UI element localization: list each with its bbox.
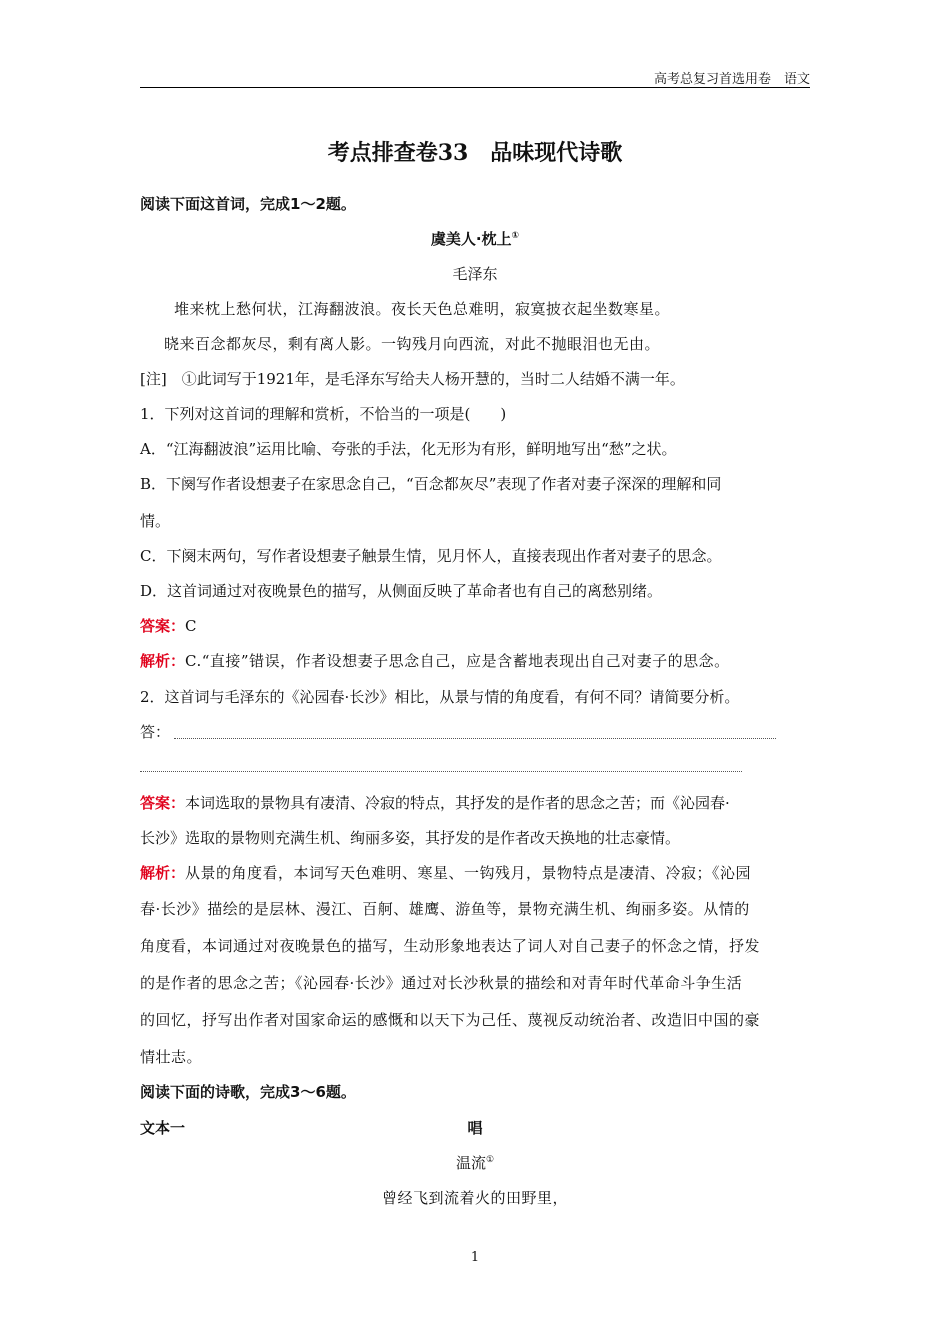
page-title: 考点排查卷33 品味现代诗歌	[327, 140, 623, 166]
q1-analysis	[140, 650, 730, 671]
answer-line-1[interactable]	[174, 738, 776, 739]
q2-answer-label: 答案：	[140, 794, 186, 812]
q2-answer-line-2: 长沙》选取的景物则充满生机、绚丽多姿，其抒发的是作者改天换地的壮志豪情。	[140, 829, 681, 847]
poem1-note: [注] ①此词写于1921年，是毛泽东写给夫人杨开慧的，当时二人结婚不满一年。	[140, 370, 685, 388]
section1-intro: 阅读下面这首词，完成1～2题。	[140, 195, 356, 213]
q1-option-c: C．下阕末两句，写作者设想妻子触景生情，见月怀人，直接表现出作者对妻子的思念。	[140, 547, 722, 565]
poem2-author: 温流	[455, 1154, 486, 1172]
q1-option-d: D．这首词通过对夜晚景色的描写，从侧面反映了革命者也有自己的离愁别绪。	[140, 582, 663, 600]
q2-analysis-line-2: 春·长沙》描绘的是层林、漫江、百舸、雄鹰、游鱼等，景物充满生机、绚丽多姿。从情的	[140, 900, 750, 918]
poem1-title-line	[0, 228, 950, 249]
q1-answer	[140, 615, 197, 636]
q2-answer	[140, 792, 730, 813]
page-number: 1	[470, 1250, 480, 1265]
poem1-line-2: 晓来百念都灰尽，剩有离人影。一钩残月向西流，对此不抛眼泪也无由。	[164, 335, 661, 353]
q2-answer-prompt: 答：	[140, 723, 171, 741]
q1-answer-value: C	[185, 617, 197, 635]
q2-analysis-line-4: 的是作者的思念之苦；《沁园春·长沙》通过对长沙秋景的描绘和对青年时代革命斗争生活	[140, 974, 743, 992]
q1-analysis-text: C.“直接”错误，作者设想妻子思念自己，应是含蓄地表现出自己对妻子的思念。	[185, 652, 730, 670]
poem1-title-note: ①	[511, 231, 520, 241]
q2-analysis	[140, 862, 751, 883]
poem2-author-note: ①	[485, 1155, 495, 1165]
q2-analysis-line-5: 的回忆，抒写出作者对国家命运的感慨和以天下为己任、蔑视反动统治者、改造旧中国的豪	[140, 1011, 761, 1029]
q1-stem: 1．下列对这首词的理解和赏析，不恰当的一项是( )	[140, 405, 507, 423]
q1-analysis-label: 解析：	[140, 652, 186, 670]
q1-option-b: B．下阕写作者设想妻子在家思念自己，“百念都灰尽”表现了作者对妻子深深的理解和同	[140, 475, 722, 493]
q2-analysis-line-3: 角度看，本词通过对夜晚景色的描写，生动形象地表达了词人对自己妻子的怀念之情，抒发	[140, 937, 761, 955]
q1-option-a: A．“江海翻波浪”运用比喻、夸张的手法，化无形为有形，鲜明地写出“愁”之状。	[140, 440, 677, 458]
poem2-title: 唱	[467, 1119, 483, 1137]
poem1-line-1: 堆来枕上愁何状，江海翻波浪。夜长天色总难明，寂寞披衣起坐数寒星。	[174, 300, 671, 318]
text-one-label: 文本一	[140, 1119, 186, 1137]
q2-stem: 2．这首词与毛泽东的《沁园春·长沙》相比，从景与情的角度看，有何不同？请简要分析。	[140, 688, 740, 706]
q1-option-b-cont: 情。	[140, 512, 171, 530]
running-header: 高考总复习首选用卷 语文	[653, 72, 810, 87]
poem2-line-1: 曾经飞到流着火的田野里，	[381, 1189, 568, 1207]
q1-answer-label: 答案：	[140, 617, 186, 635]
q2-answer-line-1: 本词选取的景物具有凄清、冷寂的特点，其抒发的是作者的思念之苦；而《沁园春·	[185, 794, 730, 812]
header-rule	[140, 87, 810, 88]
q2-analysis-label: 解析：	[140, 864, 186, 882]
q2-analysis-line-6: 情壮志。	[140, 1048, 203, 1066]
poem1-author: 毛泽东	[452, 265, 498, 283]
answer-line-2[interactable]	[140, 771, 742, 772]
q2-analysis-line-1: 从景的角度看，本词写天色难明、寒星、一钩残月，景物特点是凄清、冷寂；《沁园	[185, 864, 752, 882]
poem2-author-line	[0, 1152, 950, 1173]
poem1-title: 虞美人·枕上	[430, 230, 512, 248]
section2-intro: 阅读下面的诗歌，完成3～6题。	[140, 1083, 356, 1101]
